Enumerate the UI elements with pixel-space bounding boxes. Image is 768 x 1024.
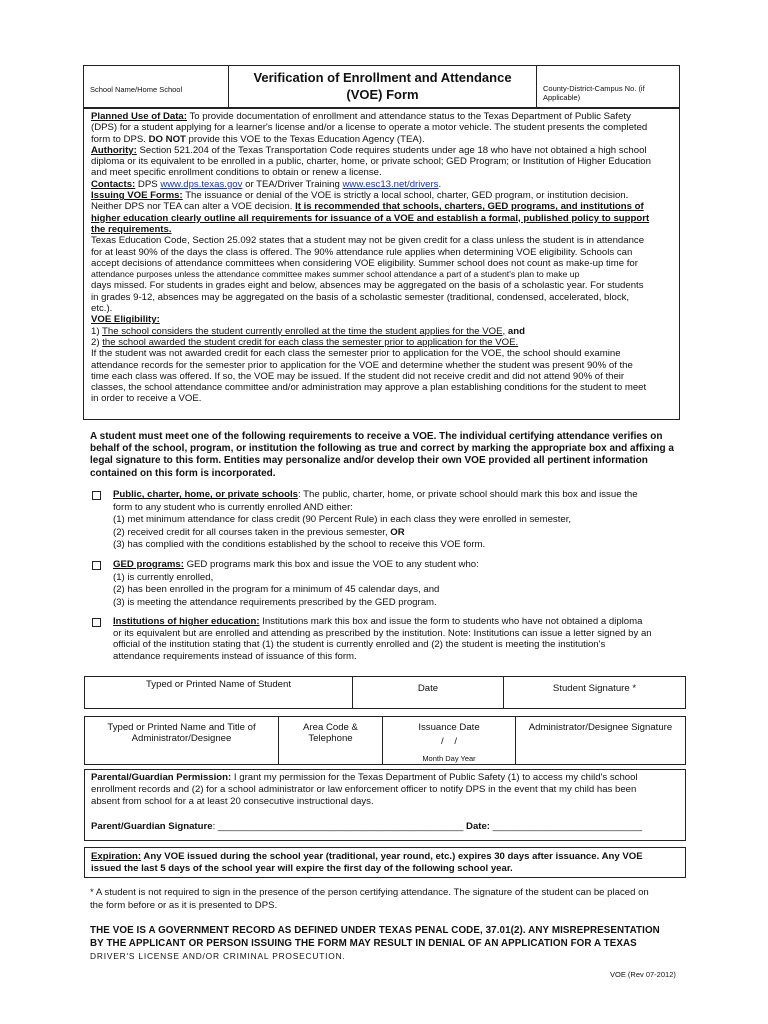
issuance-date-cell[interactable] <box>383 717 516 764</box>
authority-heading: Authority: <box>91 144 137 156</box>
parent-signature-label: Parent/Guardian Signature <box>91 821 213 832</box>
form-title: Verification of Enrollment and Attendance (VOE) Form <box>253 70 512 102</box>
permission-heading: Parental/Guardian Permission: <box>91 772 232 783</box>
higher-ed-heading: Institutions of higher education: <box>113 616 260 627</box>
issuing-heading: Issuing VOE Forms: <box>91 190 183 202</box>
permission-box: Parental/Guardian Permission: I grant my permission for the Texas Department of Public Safety (1) to access my child's school enrollment records and (2) for a school administrator or law enforcement officer to notify DPS in the event that my child has been absent from school for a at least 20 consecutive instructional days. Parent/Guardian Signature: ______________________________________________ Date: ____________________________ <box>84 769 686 841</box>
student-date-label: Date <box>417 683 439 694</box>
signature-footnote: * A student is not required to sign in the presence of the person certifying attendance. The signature of the student can be placed on the form before or as it is presented to DPS. <box>90 887 649 911</box>
contacts-heading: Contacts: <box>91 178 136 190</box>
student-signature-cell[interactable] <box>504 677 685 708</box>
school-name-label: School Name/Home School <box>90 85 183 94</box>
public-school-heading: Public, charter, home, or private schools <box>113 489 299 500</box>
admin-name-label: Typed or Printed Name and Title of <box>107 722 256 733</box>
esc13-link[interactable]: www.esc13.net/drivers <box>342 178 439 190</box>
legal-warning: THE VOE IS A GOVERNMENT RECORD AS DEFINED UNDER TEXAS PENAL CODE, 37.01(2). ANY MISREPRESENTATION BY THE APPLICANT OR PERSON ISSUING THE FORM MAY RESULT IN DENIAL OF AN APPLICATION FOR A TEXAS DRIVER'S LICENSE AND/OR CRIMINAL PROSECUTION. <box>90 925 660 961</box>
admin-signature-cell[interactable] <box>516 717 685 764</box>
dps-link[interactable]: www.dps.texas.gov <box>160 178 243 190</box>
issuance-date-slashes: / / <box>441 736 457 747</box>
expiration-heading: Expiration: <box>91 851 142 862</box>
admin-row <box>84 716 686 765</box>
revision-label: VOE (Rev 07-2012) <box>610 970 676 979</box>
student-signature-label: Student Signature * <box>552 683 637 694</box>
requirements-intro: A student must meet one of the following requirements to receive a VOE. The individual certifying attendance verifies on behalf of the school, program, or institution the following as true and correct by marking the appropriate box and affixing a legal signature to this form. Entities may personalize and/or develop their own VOE provided all pertinent information contained on this form is incorporated. <box>90 431 674 479</box>
parent-signature-field[interactable]: : ______________________________________________ <box>212 821 464 832</box>
info-text: Planned Use of Data: To provide documentation of enrollment and attendance status to the Texas Department of Public Safety (DPS) for a student applying for a learner's license and/or a license to operate a motor vehicle. The student presents the completed form to DPS. DO NOT provide this VOE to the Texas Education Agency (TEA). Authority: Section 521.204 of the Texas Transportation Code requires students under age 18 who have not obtained a high school diploma or its equivalent to be enrolled in a public, charter, home, or private school; GED Program; or Institution of Higher Education and meet specific enrollment conditions to obtain or renew a license. Contacts: DPS www.dps.texas.gov or TEA/Driver Training www.esc13.net/drivers. Issuing VOE Forms: The issuance or denial of the VOE is strictly a local school, charter, GED program, or institution decision. Neither DPS nor TEA can alter a VOE decision. It is recommended that schools, charters, GED programs, and institutions of higher education clearly outline all requirements for issuance of a VOE and establish a formal, published policy to support the requirements. Texas Education Code, Section 25.092 states that a student may not be given credit for a class unless the student is in attendance for at least 90% of the days the class is offered. The 90% attendance rule applies when determining VOE eligibility. Schools can accept decisions of attendance committees when considering VOE eligibility. Summer school does not count as make-up time for attendance purposes unless the attendance committee makes summer school attendance a part of a student's plan to make up days missed. For students in grades eight and below, absences may be aggregated on the basis of a scholastic year. For students in grades 9-12, absences may be aggregated on the basis of a scholastic semester (traditional, condensed, accelerated, block, etc.). VOE Eligibility: 1) The school considers the student currently enrolled at the time the student applies for the VOE, and 2) the school awarded the student credit for each class the semester prior to application for the VOE. If the student was not awarded credit for each class the semester prior to application for the VOE, the school should examine attendance records for the semester prior to application for the VOE and determine whether the student was present 90% of the time each class was offered. If so, the VOE may be issued. If the student did not receive credit and did not attend 90% of their classes, the school attendance committee and/or administration may approve a plan establishing conditions for the student to meet in order to receive a VOE. <box>91 111 673 405</box>
student-name-label: Typed or Printed Name of Student <box>145 679 292 690</box>
cdc-label: County-District-Campus No. (if Applicable) <box>543 84 645 102</box>
ged-program-checkbox[interactable] <box>92 561 101 570</box>
ged-program-option: GED programs: GED programs mark this box and issue the VOE to any student who: (1) is currently enrolled, (2) has been enrolled in the program for a minimum of 45 calendar days, and (3) is meeting the attendance requirements prescribed by the GED program. <box>113 559 479 608</box>
planned-use-heading: Planned Use of Data: <box>91 111 187 122</box>
parent-signature-row <box>91 821 642 832</box>
school-name-cell[interactable] <box>84 66 229 107</box>
public-school-option: Public, charter, home, or private schools: The public, charter, home, or private school should mark this box and issue the form to any student who is currently enrolled AND either: (1) met minimum attendance for class credit (90 Percent Rule) in each class they were enrolled in semester, (2) received credit for all courses taken in the previous semester, OR (3) has complied with the conditions established by the school to receive this VOE form. <box>113 489 638 551</box>
admin-phone-label: Area Code & <box>303 722 358 733</box>
higher-ed-checkbox[interactable] <box>92 618 101 627</box>
ged-program-heading: GED programs: <box>113 559 184 570</box>
issuance-date-format: Month Day Year <box>422 754 476 763</box>
expiration-box: Expiration: Any VOE issued during the school year (traditional, year round, etc.) expires 30 days after issuance. Any VOE issued the last 5 days of the school year will expire the first day of the following school year. <box>84 847 686 878</box>
info-box <box>83 108 680 420</box>
cdc-cell[interactable] <box>536 66 679 107</box>
public-school-checkbox[interactable] <box>92 491 101 500</box>
eligibility-heading: VOE Eligibility: <box>91 314 160 326</box>
issuance-date-label: Issuance Date <box>418 722 480 733</box>
parent-date-field[interactable]: ____________________________ <box>490 821 643 832</box>
student-row <box>84 676 686 709</box>
admin-name-cell[interactable]: Typed or Printed Name and Title of Administrator/Designee <box>85 717 279 764</box>
higher-ed-option: Institutions of higher education: Institutions mark this box and issue the form to students who have not obtained a diploma or its equivalent but are enrolled and attending as prescribed by the institution. Note: Institutions can issue a letter signed by an official of the institution stating that (1) the student is currently enrolled and (2) the student is meeting the institution's attendance requirements instead of issuance of this form. <box>113 616 652 662</box>
student-name-cell[interactable] <box>85 677 353 708</box>
header-box <box>83 65 680 108</box>
parent-date-label: Date: <box>463 821 490 832</box>
admin-signature-label: Administrator/Designee Signature <box>528 722 673 733</box>
student-date-cell[interactable] <box>353 677 504 708</box>
admin-phone-cell[interactable]: Area Code & Telephone <box>279 717 383 764</box>
